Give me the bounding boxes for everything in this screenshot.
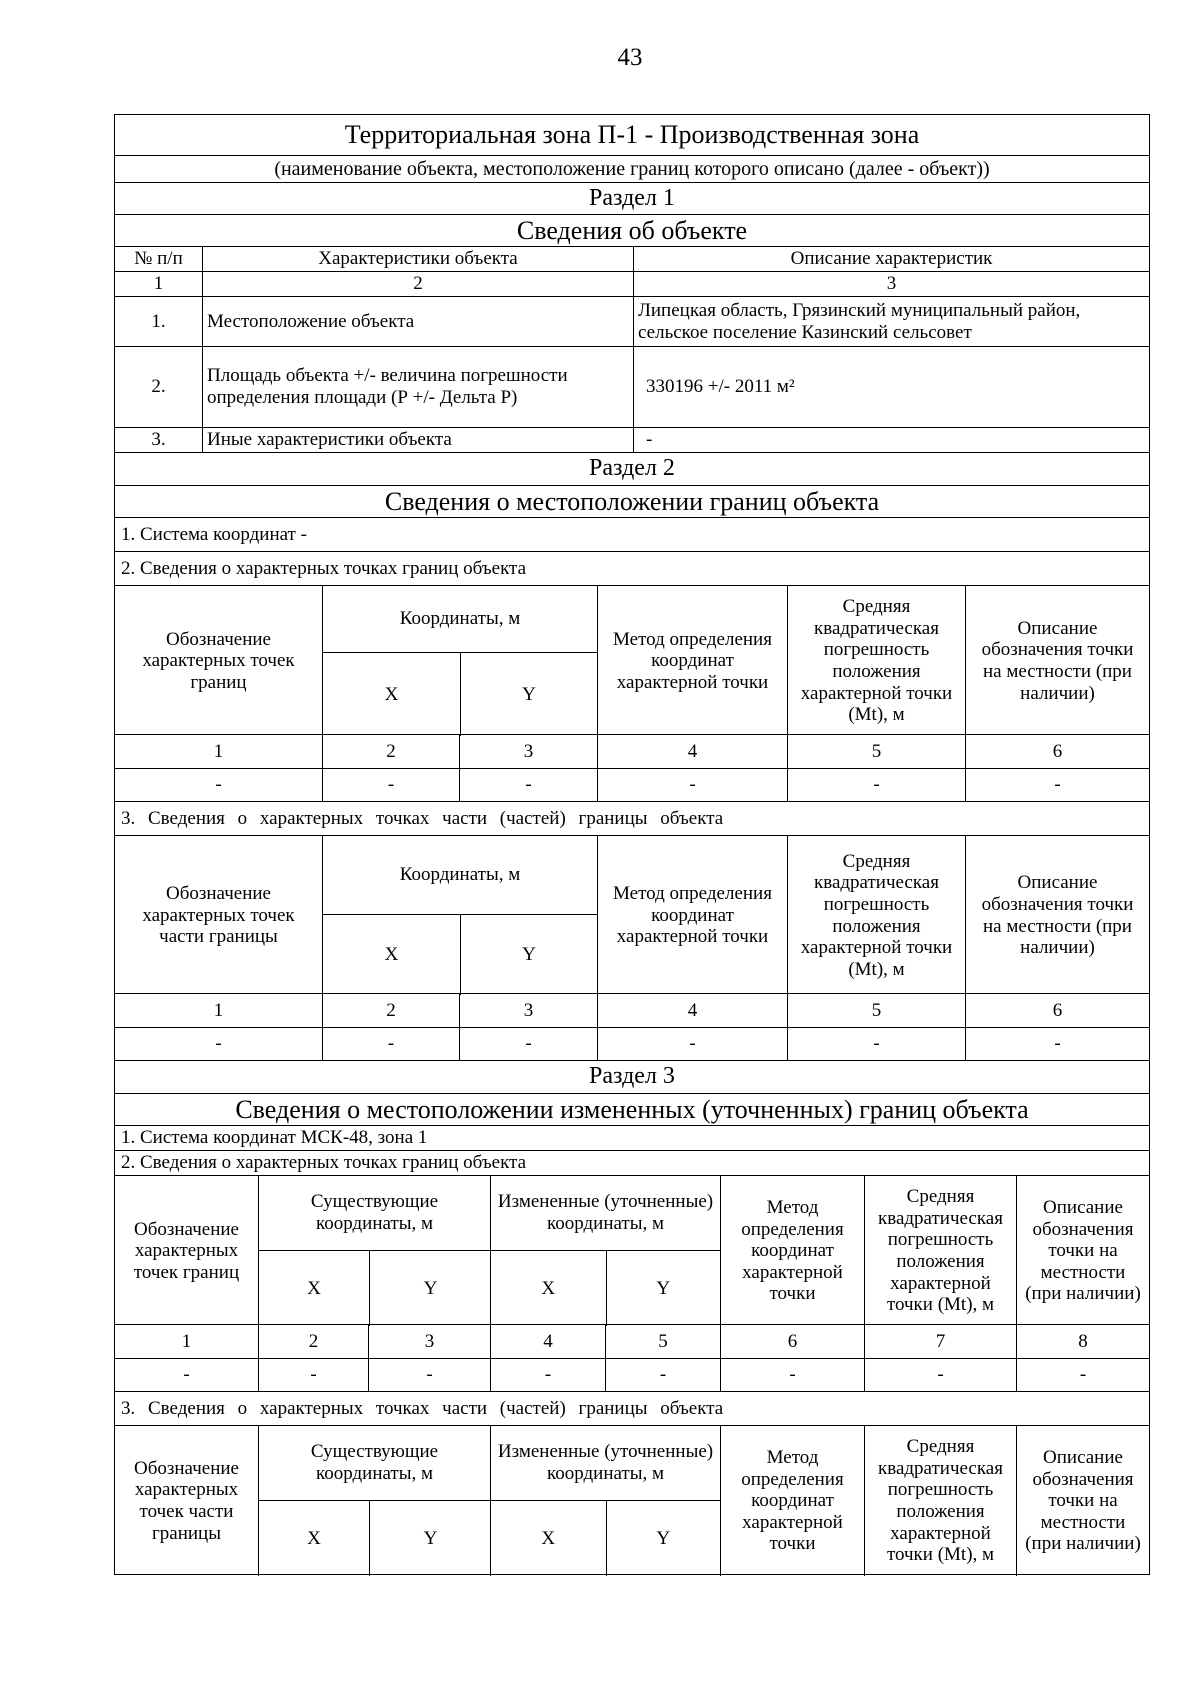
- header-y: Y: [460, 653, 597, 736]
- col-number: 7: [864, 1325, 1016, 1358]
- header-coords: Координаты, м: [399, 608, 521, 630]
- document-table: [114, 114, 1150, 1575]
- header-error: Средняя квадратическая погрешность положения характерной точки (Mt), м: [787, 836, 965, 995]
- row-num: 2.: [151, 376, 166, 398]
- cell-value: -: [322, 769, 459, 801]
- section3-coord-system: 1. Система координат МСК-48, зона 1: [121, 1127, 428, 1149]
- section3-label: Раздел 3: [589, 1063, 675, 1090]
- section2-label: Раздел 2: [589, 455, 675, 482]
- header-description: Описание характеристик: [633, 247, 1149, 271]
- header-description: Описание обозначения точки на местности (при наличии): [1016, 1426, 1149, 1576]
- cell-value: -: [605, 1359, 720, 1391]
- zone-title: Территориальная зона П-1 - Производственная зона: [344, 120, 920, 150]
- section2-coord-system: 1. Система координат -: [121, 523, 307, 545]
- section3-points-title-row: [115, 1150, 1149, 1175]
- header-y: Y: [460, 915, 597, 995]
- header-changed-group: [490, 1426, 720, 1576]
- section2-parts-title-row: [115, 801, 1149, 835]
- header-method: Метод определения координат характерной точки: [597, 586, 787, 736]
- zone-title-row: [115, 115, 1149, 155]
- col-number: 4: [597, 994, 787, 1027]
- section3-points-number-row: [115, 1324, 1149, 1358]
- section3-points-header: [115, 1175, 1149, 1324]
- header-x: X: [307, 1527, 321, 1549]
- header-coords: Координаты, м: [399, 864, 521, 886]
- row-value: 330196 +/- 2011 м²: [633, 347, 1149, 427]
- section1-label: Раздел 1: [589, 184, 675, 211]
- header-existing-group: [258, 1176, 490, 1326]
- section3-points-title: 2. Сведения о характерных точках границ объекта: [121, 1152, 527, 1174]
- header-existing: Существующие координаты, м: [310, 1191, 439, 1234]
- col-number: 1: [213, 740, 224, 762]
- header-x: X: [541, 1277, 556, 1299]
- header-changed-sub: [491, 1500, 720, 1576]
- header-designation: Обозначение характерных точек границ: [133, 1218, 240, 1283]
- header-num: № п/п: [134, 248, 183, 270]
- section1-title: Сведения об объекте: [516, 216, 748, 245]
- cell-value: -: [720, 1359, 864, 1391]
- section2-coord-system-row: [115, 517, 1149, 551]
- col-number: 3: [459, 735, 597, 768]
- col-number: 1: [153, 273, 164, 295]
- row-name: Площадь объекта +/- величина погрешности определения площади (Р +/- Дельта Р): [202, 347, 633, 427]
- section3-label-row: [115, 1060, 1149, 1093]
- col-number: 6: [720, 1325, 864, 1358]
- col-number: 4: [490, 1325, 605, 1358]
- row-name: Иные характеристики объекта: [202, 428, 633, 452]
- header-coords-sub: [323, 914, 597, 995]
- section3-title-row: [115, 1093, 1149, 1125]
- header-error: Средняя квадратическая погрешность положения характерной точки (Mt), м: [787, 586, 965, 736]
- table-row: [115, 427, 1149, 452]
- header-method: Метод определения координат характерной точки: [597, 836, 787, 995]
- col-number: 3: [633, 272, 1149, 296]
- section2-label-row: [115, 452, 1149, 485]
- cell-value: -: [183, 1364, 190, 1386]
- col-number: 8: [1016, 1325, 1149, 1358]
- section1-title-row: [115, 214, 1149, 246]
- row-value: -: [633, 428, 1149, 452]
- header-x: X: [307, 1277, 321, 1299]
- row-num: 1.: [151, 310, 166, 332]
- cell-value: -: [368, 1359, 490, 1391]
- header-characteristic: Характеристики объекта: [202, 247, 633, 271]
- cell-value: -: [459, 1028, 597, 1060]
- cell-value: -: [787, 769, 965, 801]
- col-number: 2: [322, 994, 459, 1027]
- header-y: Y: [606, 1251, 721, 1326]
- cell-value: -: [258, 1359, 368, 1391]
- header-changed-sub: [491, 1250, 720, 1326]
- header-changed: Измененные (уточненные) координаты, м: [497, 1441, 714, 1484]
- row-num: 3.: [151, 429, 166, 451]
- section2-parts-number-row: [115, 993, 1149, 1027]
- cell-value: -: [322, 1028, 459, 1060]
- section3-parts-header: [115, 1425, 1149, 1574]
- header-method: Метод определения координат характерной точки: [720, 1176, 864, 1326]
- header-x: X: [384, 944, 399, 966]
- header-y: Y: [369, 1251, 491, 1326]
- col-number: 6: [965, 994, 1149, 1027]
- cell-value: -: [864, 1359, 1016, 1391]
- header-existing: Существующие координаты, м: [310, 1441, 439, 1484]
- header-existing-group: [258, 1426, 490, 1576]
- header-existing-sub: [259, 1500, 490, 1576]
- header-description: Описание обозначения точки на местности (при наличии): [965, 836, 1149, 995]
- col-number: 2: [202, 272, 633, 296]
- section1-number-row: [115, 271, 1149, 296]
- header-x: X: [541, 1527, 556, 1549]
- cell-value: -: [787, 1028, 965, 1060]
- col-number: 3: [368, 1325, 490, 1358]
- cell-value: -: [215, 1033, 222, 1055]
- header-designation: Обозначение характерных точек части границы: [142, 883, 295, 948]
- cell-value: -: [597, 769, 787, 801]
- table-row: [115, 1358, 1149, 1391]
- col-number: 5: [787, 994, 965, 1027]
- header-y: Y: [606, 1501, 721, 1576]
- col-number: 6: [965, 735, 1149, 768]
- header-description: Описание обозначения точки на местности (при наличии): [965, 586, 1149, 736]
- col-number: 2: [322, 735, 459, 768]
- header-method: Метод определения координат характерной точки: [720, 1426, 864, 1576]
- table-row: [115, 346, 1149, 427]
- section2-parts-title: 3. Сведения о характерных точках части (частей) границы объекта: [121, 807, 724, 829]
- cell-value: -: [597, 1028, 787, 1060]
- header-coords-group: [322, 586, 597, 736]
- cell-value: -: [215, 774, 222, 796]
- section2-parts-header: [115, 835, 1149, 993]
- col-number: 5: [605, 1325, 720, 1358]
- header-changed: Измененные (уточненные) координаты, м: [497, 1191, 714, 1234]
- table-row: [115, 1027, 1149, 1060]
- cell-value: -: [965, 769, 1149, 801]
- header-existing-sub: [259, 1250, 490, 1326]
- section2-points-number-row: [115, 734, 1149, 768]
- header-coords-group: [322, 836, 597, 995]
- cell-value: -: [965, 1028, 1149, 1060]
- zone-subtitle-row: [115, 155, 1149, 182]
- header-error: Средняя квадратическая погрешность положения характерной точки (Mt), м: [864, 1426, 1016, 1576]
- col-number: 1: [213, 999, 224, 1021]
- section3-parts-title: 3. Сведения о характерных точках части (частей) границы объекта: [121, 1397, 724, 1419]
- section3-coord-system-row: [115, 1125, 1149, 1150]
- section2-points-title: 2. Сведения о характерных точках границ объекта: [121, 557, 527, 579]
- zone-subtitle: (наименование объекта, местоположение границ которого описано (далее - объект)): [274, 157, 990, 180]
- cell-value: -: [1016, 1359, 1149, 1391]
- header-designation: Обозначение характерных точек границ: [142, 628, 295, 693]
- header-error: Средняя квадратическая погрешность положения характерной точки (Mt), м: [864, 1176, 1016, 1326]
- header-x: X: [384, 683, 399, 705]
- header-coords-sub: [323, 652, 597, 736]
- col-number: 5: [787, 735, 965, 768]
- section3-title: Сведения о местоположении измененных (уточненных) границ объекта: [235, 1095, 1029, 1124]
- section1-label-row: [115, 182, 1149, 214]
- section2-points-header: [115, 585, 1149, 734]
- header-description: Описание обозначения точки на местности (при наличии): [1016, 1176, 1149, 1326]
- row-name: Местоположение объекта: [202, 297, 633, 346]
- table-row: [115, 768, 1149, 801]
- header-designation: Обозначение характерных точек части границы: [134, 1457, 239, 1544]
- section2-title: Сведения о местоположении границ объекта: [384, 487, 880, 516]
- header-changed-group: [490, 1176, 720, 1326]
- section1-header-row: [115, 246, 1149, 271]
- col-number: 2: [258, 1325, 368, 1358]
- cell-value: -: [490, 1359, 605, 1391]
- cell-value: -: [459, 769, 597, 801]
- header-y: Y: [369, 1501, 491, 1576]
- col-number: 4: [597, 735, 787, 768]
- section2-points-title-row: [115, 551, 1149, 585]
- section2-title-row: [115, 485, 1149, 517]
- col-number: 1: [181, 1330, 192, 1352]
- row-value: Липецкая область, Грязинский муниципальный район, сельское поселение Казинский сельсовет: [633, 297, 1149, 346]
- page-number: 43: [617, 44, 643, 71]
- section3-parts-title-row: [115, 1391, 1149, 1425]
- table-row: [115, 296, 1149, 346]
- col-number: 3: [459, 994, 597, 1027]
